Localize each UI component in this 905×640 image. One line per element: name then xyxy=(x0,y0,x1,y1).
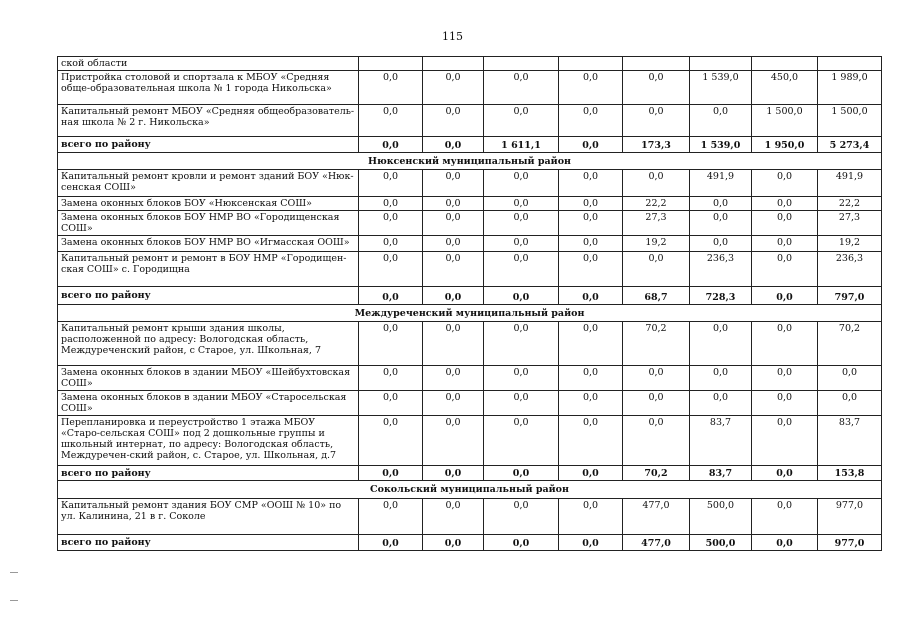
value-cell: 0,0 xyxy=(752,252,818,287)
value-cell xyxy=(623,57,690,71)
value-cell: 0,0 xyxy=(484,170,559,197)
value-cell: 0,0 xyxy=(423,416,484,466)
value-cell xyxy=(423,57,484,71)
value-cell: 500,0 xyxy=(690,499,752,535)
value-cell: 0,0 xyxy=(690,322,752,366)
value-cell: 0,0 xyxy=(623,71,690,105)
value-cell: 0,0 xyxy=(359,391,423,416)
project-description: Перепланировка и переустройство 1 этажа МБОУ «Старо-сельская СОШ» под 2 дошкольные группы и школьный интернат, по адресу: Вологодская область, Междуречен-ский район, с. Старое, ул. Школьная, д.7 xyxy=(58,416,359,466)
value-cell xyxy=(690,57,752,71)
value-cell: 0,0 xyxy=(623,170,690,197)
value-cell xyxy=(818,57,882,71)
value-cell: 797,0 xyxy=(818,287,882,305)
value-cell: 0,0 xyxy=(423,366,484,391)
value-cell: 0,0 xyxy=(818,391,882,416)
value-cell: 0,0 xyxy=(359,236,423,252)
value-cell: 27,3 xyxy=(623,211,690,236)
value-cell: 22,2 xyxy=(623,197,690,211)
value-cell: 0,0 xyxy=(752,499,818,535)
value-cell: 0,0 xyxy=(752,322,818,366)
value-cell: 0,0 xyxy=(484,287,559,305)
total-label: всего по району xyxy=(58,137,359,153)
value-cell: 0,0 xyxy=(559,366,623,391)
table-row xyxy=(58,252,882,287)
value-cell: 236,3 xyxy=(690,252,752,287)
page-number: 115 xyxy=(442,30,463,43)
value-cell: 977,0 xyxy=(818,535,882,551)
value-cell: 0,0 xyxy=(359,535,423,551)
value-cell: 0,0 xyxy=(423,535,484,551)
value-cell: 70,2 xyxy=(623,322,690,366)
project-description: Капитальный ремонт здания БОУ СМР «ООШ № 10» по ул. Калинина, 21 в г. Соколе xyxy=(58,499,359,535)
value-cell xyxy=(484,57,559,71)
value-cell: 1 539,0 xyxy=(690,137,752,153)
value-cell: 0,0 xyxy=(359,105,423,137)
district-total-row xyxy=(58,287,882,305)
scan-edge-mark xyxy=(10,600,18,601)
table-row xyxy=(58,197,882,211)
value-cell: 977,0 xyxy=(818,499,882,535)
value-cell: 19,2 xyxy=(623,236,690,252)
value-cell: 5 273,4 xyxy=(818,137,882,153)
value-cell: 0,0 xyxy=(423,287,484,305)
value-cell: 0,0 xyxy=(484,197,559,211)
table-row xyxy=(58,57,882,71)
value-cell: 0,0 xyxy=(559,105,623,137)
value-cell: 236,3 xyxy=(818,252,882,287)
value-cell xyxy=(752,57,818,71)
value-cell: 0,0 xyxy=(752,197,818,211)
value-cell: 0,0 xyxy=(423,137,484,153)
value-cell: 0,0 xyxy=(690,366,752,391)
value-cell: 0,0 xyxy=(423,391,484,416)
section-header-row xyxy=(58,153,882,170)
district-total-row xyxy=(58,535,882,551)
table-row xyxy=(58,170,882,197)
value-cell: 500,0 xyxy=(690,535,752,551)
value-cell: 0,0 xyxy=(690,236,752,252)
value-cell xyxy=(359,57,423,71)
value-cell: 0,0 xyxy=(359,287,423,305)
value-cell: 0,0 xyxy=(623,105,690,137)
value-cell: 0,0 xyxy=(752,236,818,252)
value-cell: 0,0 xyxy=(752,170,818,197)
value-cell: 0,0 xyxy=(559,287,623,305)
value-cell: 0,0 xyxy=(423,71,484,105)
value-cell: 153,8 xyxy=(818,466,882,481)
table-row xyxy=(58,71,882,105)
value-cell: 728,3 xyxy=(690,287,752,305)
value-cell: 491,9 xyxy=(690,170,752,197)
value-cell: 0,0 xyxy=(423,170,484,197)
value-cell: 0,0 xyxy=(752,287,818,305)
value-cell: 0,0 xyxy=(752,366,818,391)
value-cell: 173,3 xyxy=(623,137,690,153)
value-cell: 0,0 xyxy=(484,366,559,391)
project-description: ской области xyxy=(58,57,359,71)
value-cell: 0,0 xyxy=(752,466,818,481)
district-total-row xyxy=(58,466,882,481)
value-cell: 0,0 xyxy=(359,71,423,105)
value-cell: 83,7 xyxy=(690,466,752,481)
value-cell: 0,0 xyxy=(752,211,818,236)
table-body xyxy=(58,57,882,551)
value-cell: 0,0 xyxy=(690,197,752,211)
value-cell: 0,0 xyxy=(623,391,690,416)
value-cell: 0,0 xyxy=(359,137,423,153)
district-total-row xyxy=(58,137,882,153)
section-header-row xyxy=(58,481,882,499)
value-cell: 1 950,0 xyxy=(752,137,818,153)
value-cell: 0,0 xyxy=(359,366,423,391)
value-cell: 0,0 xyxy=(359,322,423,366)
total-label: всего по району xyxy=(58,287,359,305)
value-cell: 0,0 xyxy=(423,466,484,481)
scan-edge-mark xyxy=(10,572,18,573)
value-cell: 477,0 xyxy=(623,499,690,535)
value-cell: 1 500,0 xyxy=(818,105,882,137)
value-cell: 70,2 xyxy=(818,322,882,366)
value-cell: 477,0 xyxy=(623,535,690,551)
value-cell: 0,0 xyxy=(359,197,423,211)
value-cell: 0,0 xyxy=(623,416,690,466)
value-cell: 0,0 xyxy=(559,252,623,287)
district-title: Сокольский муниципальный район xyxy=(58,481,882,499)
value-cell: 0,0 xyxy=(484,105,559,137)
value-cell: 0,0 xyxy=(423,499,484,535)
section-header-row xyxy=(58,305,882,322)
table-row xyxy=(58,366,882,391)
project-description: Пристройка столовой и спортзала к МБОУ «Средняя обще-образовательная школа № 1 города Никольска» xyxy=(58,71,359,105)
value-cell xyxy=(559,57,623,71)
table-row xyxy=(58,499,882,535)
project-description: Капитальный ремонт крыши здания школы, расположенной по адресу: Вологодская область, Междуреченский район, с Старое, ул. Школьная, 7 xyxy=(58,322,359,366)
value-cell: 0,0 xyxy=(559,137,623,153)
project-description: Замена оконных блоков БОУ НМР ВО «Игмасская ООШ» xyxy=(58,236,359,252)
value-cell: 83,7 xyxy=(690,416,752,466)
value-cell: 0,0 xyxy=(423,322,484,366)
value-cell: 0,0 xyxy=(484,391,559,416)
value-cell: 0,0 xyxy=(559,197,623,211)
value-cell: 0,0 xyxy=(559,535,623,551)
project-description: Замена оконных блоков в здании МБОУ «Шейбухтовская СОШ» xyxy=(58,366,359,391)
value-cell: 70,2 xyxy=(623,466,690,481)
value-cell: 0,0 xyxy=(423,236,484,252)
value-cell: 0,0 xyxy=(559,170,623,197)
value-cell: 0,0 xyxy=(559,236,623,252)
value-cell: 68,7 xyxy=(623,287,690,305)
value-cell: 450,0 xyxy=(752,71,818,105)
value-cell: 0,0 xyxy=(484,211,559,236)
value-cell: 22,2 xyxy=(818,197,882,211)
table-row xyxy=(58,105,882,137)
value-cell: 0,0 xyxy=(359,252,423,287)
value-cell: 0,0 xyxy=(484,71,559,105)
value-cell: 0,0 xyxy=(423,211,484,236)
budget-table xyxy=(57,56,882,551)
value-cell: 0,0 xyxy=(559,391,623,416)
total-label: всего по району xyxy=(58,535,359,551)
value-cell: 0,0 xyxy=(559,416,623,466)
value-cell: 0,0 xyxy=(484,499,559,535)
value-cell: 0,0 xyxy=(484,416,559,466)
table-row xyxy=(58,236,882,252)
value-cell: 0,0 xyxy=(359,466,423,481)
value-cell: 0,0 xyxy=(423,105,484,137)
value-cell: 0,0 xyxy=(559,466,623,481)
value-cell: 0,0 xyxy=(623,252,690,287)
value-cell: 19,2 xyxy=(818,236,882,252)
value-cell: 0,0 xyxy=(559,211,623,236)
value-cell: 0,0 xyxy=(818,366,882,391)
project-description: Капитальный ремонт МБОУ «Средняя общеобразователь-ная школа № 2 г. Никольска» xyxy=(58,105,359,137)
project-description: Капитальный ремонт и ремонт в БОУ НМР «Городищен-ская СОШ» с. Городищна xyxy=(58,252,359,287)
district-title: Нюксенский муниципальный район xyxy=(58,153,882,170)
project-description: Замена оконных блоков БОУ «Нюксенская СОШ» xyxy=(58,197,359,211)
value-cell: 83,7 xyxy=(818,416,882,466)
value-cell: 0,0 xyxy=(484,466,559,481)
project-description: Замена оконных блоков в здании МБОУ «Старосельская СОШ» xyxy=(58,391,359,416)
value-cell: 0,0 xyxy=(752,416,818,466)
value-cell: 0,0 xyxy=(559,499,623,535)
value-cell: 0,0 xyxy=(423,252,484,287)
table-row xyxy=(58,211,882,236)
value-cell: 0,0 xyxy=(690,105,752,137)
value-cell: 0,0 xyxy=(690,391,752,416)
value-cell: 1 539,0 xyxy=(690,71,752,105)
project-description: Капитальный ремонт кровли и ремонт зданий БОУ «Нюк-сенская СОШ» xyxy=(58,170,359,197)
value-cell: 0,0 xyxy=(359,211,423,236)
value-cell: 0,0 xyxy=(559,71,623,105)
value-cell: 0,0 xyxy=(690,211,752,236)
value-cell: 0,0 xyxy=(623,366,690,391)
table-row xyxy=(58,391,882,416)
total-label: всего по району xyxy=(58,466,359,481)
value-cell: 0,0 xyxy=(484,322,559,366)
value-cell: 0,0 xyxy=(359,170,423,197)
value-cell: 0,0 xyxy=(752,535,818,551)
table-row xyxy=(58,416,882,466)
value-cell: 1 500,0 xyxy=(752,105,818,137)
value-cell: 1 989,0 xyxy=(818,71,882,105)
value-cell: 1 611,1 xyxy=(484,137,559,153)
value-cell: 0,0 xyxy=(559,322,623,366)
value-cell: 0,0 xyxy=(752,391,818,416)
value-cell: 0,0 xyxy=(359,499,423,535)
value-cell: 0,0 xyxy=(423,197,484,211)
district-title: Междуреченский муниципальный район xyxy=(58,305,882,322)
value-cell: 27,3 xyxy=(818,211,882,236)
value-cell: 0,0 xyxy=(484,535,559,551)
value-cell: 491,9 xyxy=(818,170,882,197)
value-cell: 0,0 xyxy=(359,416,423,466)
project-description: Замена оконных блоков БОУ НМР ВО «Городищенская СОШ» xyxy=(58,211,359,236)
value-cell: 0,0 xyxy=(484,252,559,287)
value-cell: 0,0 xyxy=(484,236,559,252)
table-row xyxy=(58,322,882,366)
